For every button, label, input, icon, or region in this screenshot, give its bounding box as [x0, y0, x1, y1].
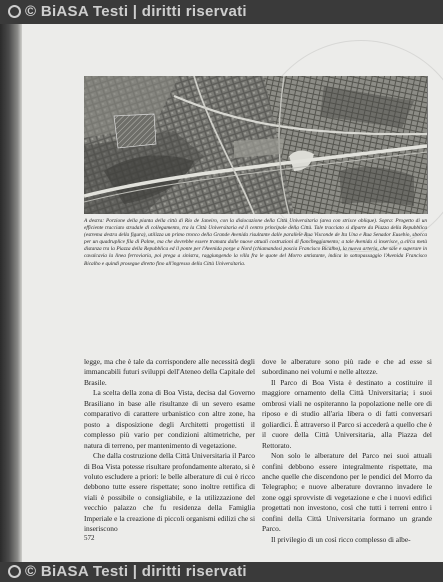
watermark-bar-bottom: [0, 562, 443, 582]
watermark-bottom: [8, 563, 247, 580]
paragraph: La scelta della zona di Boa Vista, decisa dal Governo Brasiliano in base alle risultanze di un severo esame comparativo di carattere urbanistico con altre zone, ha posto a disposizione degli Architetti progettisti il complesso più vario per condizioni altimetriche, per natura di terreno, per mantenimento di vegetazione.: [84, 388, 255, 450]
text-column-left: [84, 357, 255, 535]
copyright-icon: [8, 565, 21, 578]
text-column-right: [262, 357, 432, 545]
copyright-icon: [8, 5, 21, 18]
figure-caption: A destra: Porzione della pianta della città di Rio de Janeiro, con la dislocazione della Città Universitaria (area con strisce oblique). Sopra: Progetto di un efficiente tracciato stradale di collegamento, tra la Città Universitaria ed il centro principale della Città. Tale tracciato si diparte da Piazza della Repubblica (estrema destra della figura), utilizza un primo tronco della Grande Avenida risultante dalle parallele Rua Visconde de Ita Una e Rua Senador Eusebio, sbocca per un quadruplice fila di Palme, ma che dovrebbe essere tramata dalle nuove attuali costruzioni di fiancheggiamento; a tale Avenida si inserisce, a circa metà distanza tra la Piazza della Repubblica ed il ponte per l'Avenida porge a Nord (chiamandosi poscia Francisco Bicalho), la nuova arteria, che sale e superare in cavalcavia la linea ferroviaria, poi prega a sinistra, raggiungendo la villa fra le quote del Morro antistante, indica in sottopassaggio l'Avenida Francisco Bicalho e quindi prosegue diretto fino all'ingresso della Città Universitaria.: [84, 218, 427, 267]
paragraph: dove le alberature sono più rade e che ad esse si subordinano nei volumi e nelle altezze.: [262, 357, 432, 377]
watermark-bar-top: [0, 0, 443, 24]
aerial-map-photo: [84, 76, 428, 214]
watermark-text-bottom: © BiASA Testi | diritti riservati: [25, 563, 247, 580]
watermark-text-top: © BiASA Testi | diritti riservati: [25, 3, 247, 20]
book-binding-shadow: [0, 0, 22, 582]
watermark-top: [8, 3, 247, 20]
paragraph: Il Parco di Boa Vista è destinato a costituire il maggiore ornamento della Città Universitaria; i suoi ombrosi viali ne ospiteranno la popolazione nelle ore di riposo e di studio all'aria libera o di fatti conversari goliardici. È attraverso il Parco si accederà a quello che è il cuore della Città Universitaria, alla Piazza del Rettorato.: [262, 377, 432, 450]
paragraph: Che dalla costruzione della Città Universitaria il Parco di Boa Vista potesse risultare profondamente alterato, si è voluto escludere a priori: le belle alberature di cui è ricco debbono tutte essere rispettate; sono inoltre rettifica di viali è possibile o consigliabile, e la utilizzazione del vecchio palazzo che fu residenza della Famiglia Imperiale e la creazione di piccoli organismi edilizi che si inseriscono: [84, 451, 255, 534]
paragraph: Non solo le alberature del Parco nei suoi attuali confini debbono essere integralmente rispettate, ma anche quelle che discendono per le pendici del Morro da Telegrapho; e nuove alberature dovranno invadere le zone oggi sprovviste di vegetazione e che i nuovi edifici progettati non investono, così che tutti i terreni entro i confini della Città Universitaria formano un grande Parco.: [262, 451, 432, 534]
paragraph: Il privilegio di un così ricco complesso di albe-: [271, 534, 411, 544]
page-number: 572: [84, 534, 95, 542]
paragraph: legge, ma che è tale da corrispondere alle necessità degli immancabili futuri sviluppi dell'Ateneo della Capitale del Brasile.: [84, 357, 255, 387]
aerial-map-illustration: [84, 76, 427, 214]
